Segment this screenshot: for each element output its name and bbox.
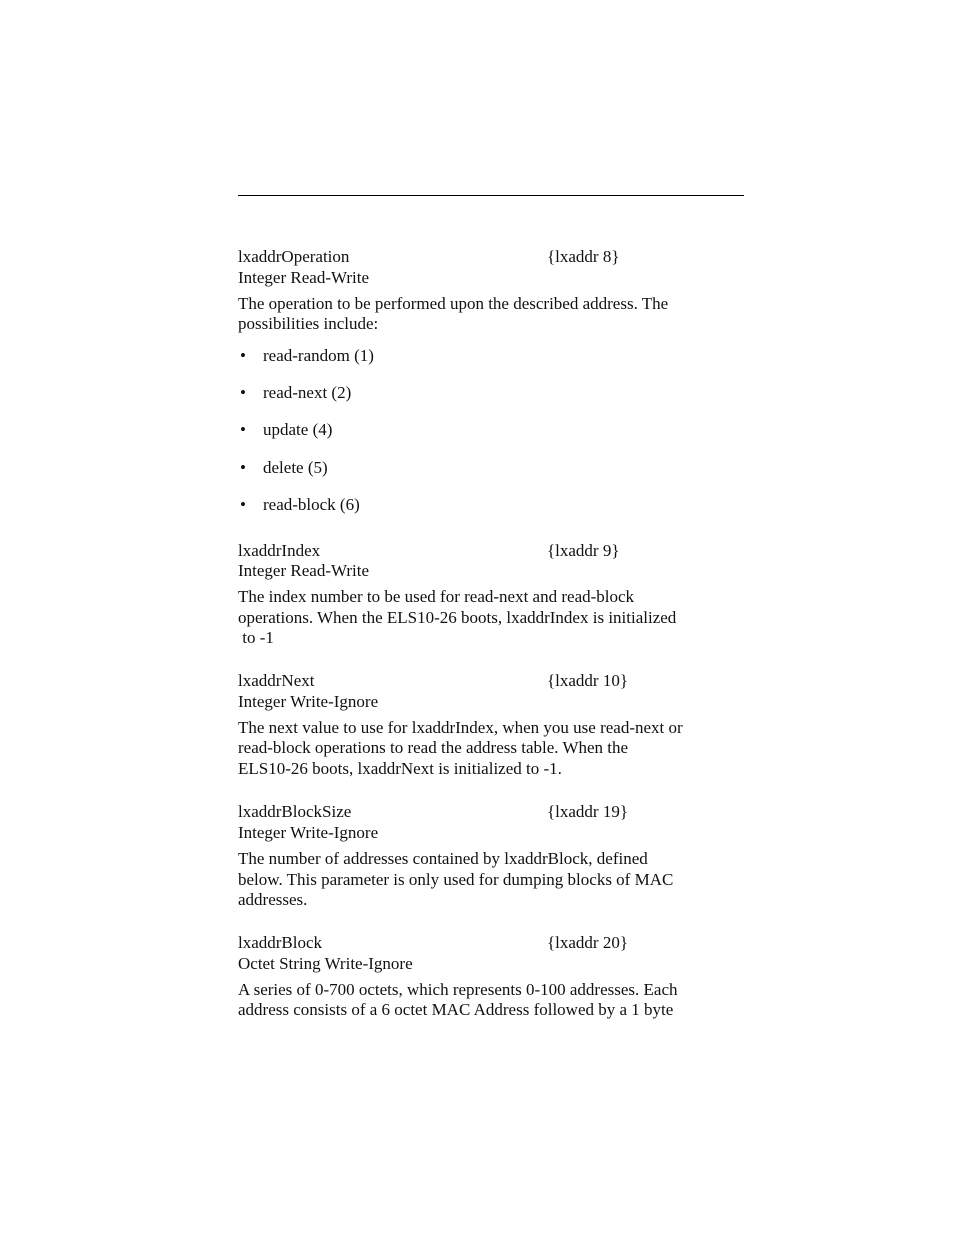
bullet-icon: • — [240, 383, 246, 402]
entry-desc-line: operations. When the ELS10-26 boots, lxaddrIndex is initialized — [238, 608, 677, 627]
entry-name-lxaddrnext: lxaddrNext — [238, 671, 315, 690]
option-item: read-random (1) — [263, 346, 374, 365]
option-item: update (4) — [263, 420, 333, 439]
entry-oid-lxaddrnext: {lxaddr 10} — [547, 671, 628, 690]
entry-desc-line: below. This parameter is only used for dumping blocks of MAC — [238, 870, 674, 889]
entry-type-lxaddrnext: Integer Write-Ignore — [238, 692, 379, 711]
entry-name-lxaddrblocksize: lxaddrBlockSize — [238, 802, 352, 821]
option-item: delete (5) — [263, 458, 328, 477]
entry-name-lxaddrblock: lxaddrBlock — [238, 933, 323, 952]
entry-oid-lxaddrblocksize: {lxaddr 19} — [547, 802, 628, 821]
header-rule — [238, 195, 744, 196]
entry-desc-line: to -1 — [238, 628, 274, 647]
entry-desc-line: read-block operations to read the address table. When the — [238, 738, 629, 757]
entry-oid-lxaddrindex: {lxaddr 9} — [547, 541, 620, 560]
entry-name-lxaddroperation: lxaddrOperation — [238, 247, 350, 266]
entry-name-lxaddrindex: lxaddrIndex — [238, 541, 321, 560]
entry-oid-lxaddroperation: {lxaddr 8} — [547, 247, 620, 266]
entry-desc-line: ELS10-26 boots, lxaddrNext is initialized to -1. — [238, 759, 562, 778]
bullet-icon: • — [240, 420, 246, 439]
entry-desc-line: The number of addresses contained by lxaddrBlock, defined — [238, 849, 648, 868]
bullet-icon: • — [240, 458, 246, 477]
entry-type-lxaddrindex: Integer Read-Write — [238, 561, 369, 580]
entry-desc-line: The index number to be used for read-next and read-block — [238, 587, 635, 606]
bullet-icon: • — [240, 346, 246, 365]
entry-desc-line: A series of 0-700 octets, which represents 0-100 addresses. Each — [238, 980, 678, 999]
entry-oid-lxaddrblock: {lxaddr 20} — [547, 933, 628, 952]
option-item: read-block (6) — [263, 495, 360, 514]
entry-type-lxaddrblock: Octet String Write-Ignore — [238, 954, 413, 973]
entry-desc-line: address consists of a 6 octet MAC Address followed by a 1 byte — [238, 1000, 674, 1019]
entry-desc-line: The next value to use for lxaddrIndex, when you use read-next or — [238, 718, 683, 737]
bullet-icon: • — [240, 495, 246, 514]
entry-desc-line: The operation to be performed upon the described address. The — [238, 294, 669, 313]
entry-desc-line: possibilities include: — [238, 314, 379, 333]
option-item: read-next (2) — [263, 383, 352, 402]
entry-type-lxaddrblocksize: Integer Write-Ignore — [238, 823, 379, 842]
entry-type-lxaddroperation: Integer Read-Write — [238, 268, 369, 287]
entry-desc-line: addresses. — [238, 890, 308, 909]
